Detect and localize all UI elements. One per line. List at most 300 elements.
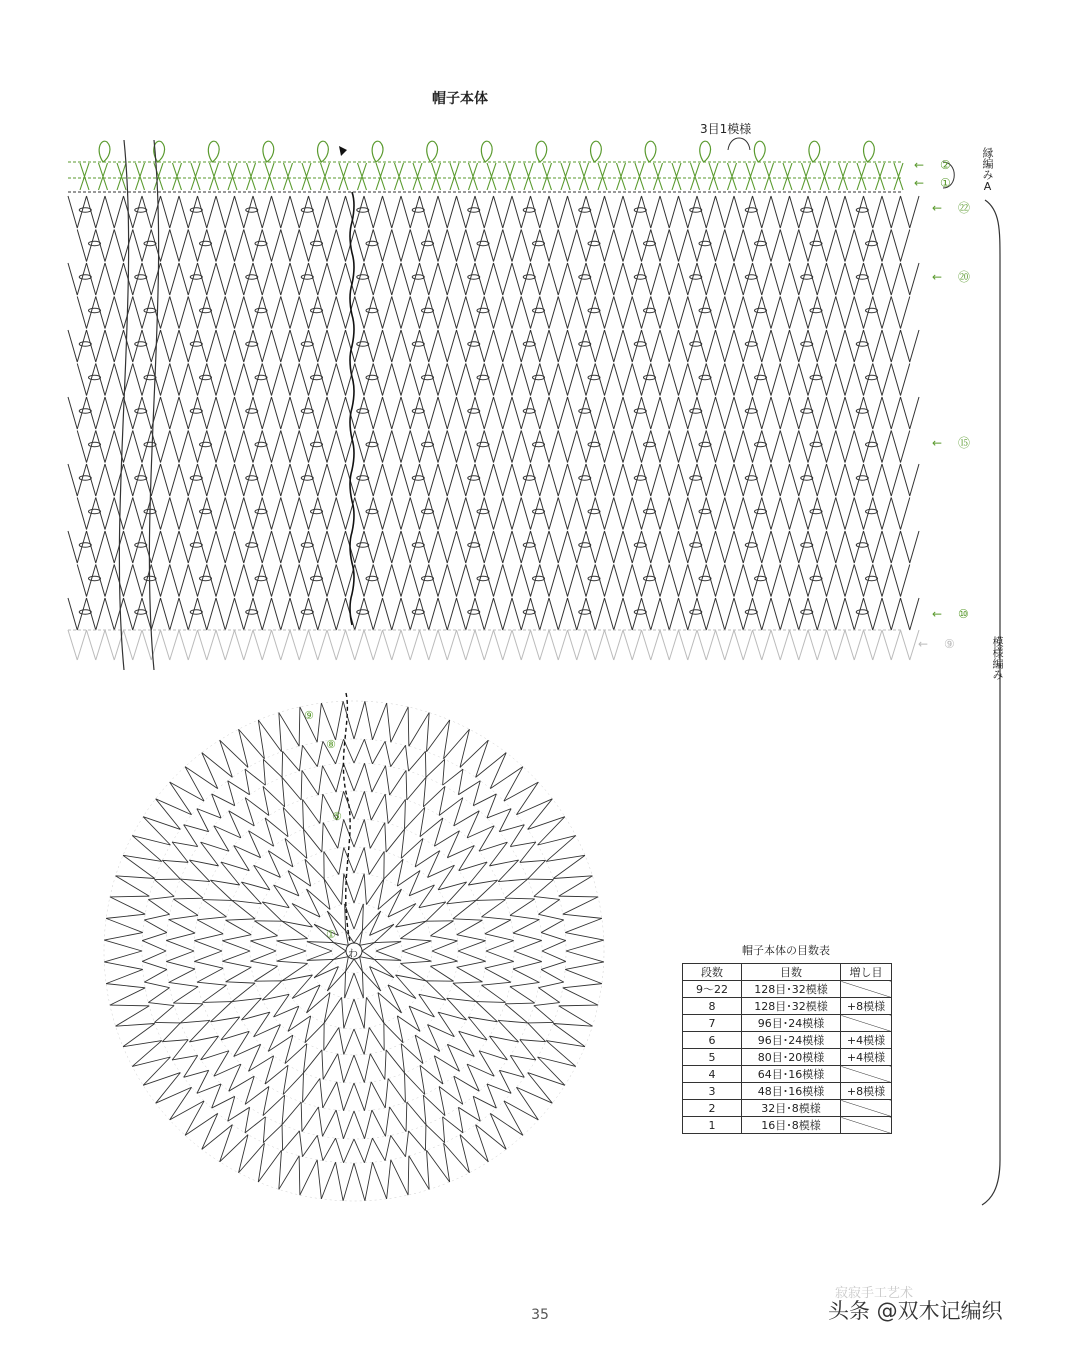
stitch-v-faded <box>161 630 180 660</box>
round-stitch-v <box>258 713 281 752</box>
stitch-v <box>383 330 402 362</box>
round-stitch-v <box>457 961 486 981</box>
chain-oval <box>866 509 878 513</box>
stitch-v <box>614 431 633 463</box>
round-stitch-v <box>563 984 602 1005</box>
stitch-v <box>392 297 411 329</box>
chain-oval <box>79 342 91 346</box>
stitch-v <box>660 531 679 563</box>
round-stitch-v <box>419 994 446 1017</box>
round-stitch-v <box>387 703 408 742</box>
border-cross-stitch <box>228 163 237 190</box>
stitch-v <box>336 230 355 262</box>
round-stitch-v <box>222 941 250 962</box>
stitch-v <box>771 464 790 496</box>
chain-oval <box>89 576 101 580</box>
stitch-v <box>558 364 577 396</box>
stitch-v-faded <box>790 630 809 660</box>
stitch-v <box>114 498 133 530</box>
round-stitch-v <box>402 941 431 961</box>
picot-leaf <box>372 141 383 162</box>
chain-oval <box>79 208 91 212</box>
chain-oval <box>79 476 91 480</box>
table-cell-inc <box>841 1100 892 1117</box>
round-stitch-v <box>202 740 233 777</box>
chain-oval <box>190 476 202 480</box>
stitch-v <box>605 196 624 228</box>
stitch-v <box>827 263 846 295</box>
stitch-v <box>161 196 180 228</box>
stitch-v <box>503 297 522 329</box>
stitch-v <box>447 498 466 530</box>
chain-oval <box>135 409 147 413</box>
stitch-v <box>216 196 235 228</box>
stitch-v <box>716 397 735 429</box>
stitch-v <box>558 431 577 463</box>
border-cross-stitch <box>450 163 459 190</box>
round-stitch-v <box>487 794 511 818</box>
chain-oval <box>246 409 258 413</box>
stitch-v <box>836 364 855 396</box>
picot-leaf <box>318 141 329 162</box>
round-stitch-v <box>123 836 162 862</box>
round-stitch-v <box>148 1003 174 1023</box>
chain-oval <box>755 576 767 580</box>
round-stitch-v <box>385 823 405 852</box>
chain-oval <box>745 275 757 279</box>
round-stitch-v <box>447 831 474 858</box>
stitch-v <box>549 531 568 563</box>
stitch-v <box>272 464 291 496</box>
round-stitch-v <box>262 885 289 908</box>
chain-oval <box>644 442 656 446</box>
stitch-v <box>605 330 624 362</box>
stitch-v-faded <box>697 630 716 660</box>
stitch-v <box>660 196 679 228</box>
chain-oval <box>801 409 813 413</box>
chain-oval <box>699 375 711 379</box>
stitch-v <box>383 263 402 295</box>
chain-oval <box>357 610 369 614</box>
round-stitch-v <box>185 1113 218 1149</box>
stitch-v <box>901 397 920 429</box>
chain-oval <box>634 275 646 279</box>
stitch-v <box>438 464 457 496</box>
stitch-v-faded <box>346 630 365 660</box>
stitch-v-faded <box>457 630 476 660</box>
stitch-v <box>170 297 189 329</box>
chain-oval <box>255 576 267 580</box>
stitch-v <box>660 464 679 496</box>
stitch-v-faded <box>235 630 254 660</box>
chain-oval <box>523 275 535 279</box>
table-cell-count: 48目･16模様 <box>742 1083 841 1100</box>
chain-oval <box>745 342 757 346</box>
stitch-v <box>827 330 846 362</box>
stitch-v <box>281 230 300 262</box>
picot-leaf <box>645 141 656 162</box>
chain-oval <box>699 509 711 513</box>
stitch-v <box>716 330 735 362</box>
picot-leaf <box>99 141 110 162</box>
chain-oval <box>745 208 757 212</box>
chain-oval <box>366 241 378 245</box>
round-stitch-v <box>408 1156 429 1195</box>
stitch-v <box>771 263 790 295</box>
stitch-v-faded <box>716 630 735 660</box>
stitch-v <box>549 397 568 429</box>
round-stitch-v <box>283 745 303 771</box>
watermark-faint: 寂寂手工艺术 <box>835 1286 914 1301</box>
chain-oval <box>810 308 822 312</box>
round-stitch-v <box>166 920 195 941</box>
chain-oval <box>477 509 489 513</box>
chain-oval <box>856 409 868 413</box>
round-stitch-v <box>173 1003 203 1023</box>
stitch-v <box>614 297 633 329</box>
round-stitch-v <box>323 763 344 792</box>
chain-oval <box>246 610 258 614</box>
picot-leaf <box>591 141 602 162</box>
stitch-v <box>882 397 901 429</box>
border-cross-stitch <box>265 163 274 190</box>
stitch-v <box>105 397 124 429</box>
round-stitch-v <box>214 811 241 838</box>
stitch-v-faded <box>105 630 124 660</box>
chain-oval <box>477 241 489 245</box>
stitch-v-faded <box>87 630 106 660</box>
border-cross-stitch <box>802 163 811 190</box>
stitch-v-faded <box>68 630 87 660</box>
round-stitch-v <box>431 921 458 941</box>
border-cross-stitch <box>136 163 145 190</box>
chain-oval <box>866 576 878 580</box>
chain-oval <box>755 375 767 379</box>
stitch-v <box>225 297 244 329</box>
round-stitch-v <box>513 920 542 941</box>
stitch-v-faded <box>586 630 605 660</box>
stitch-v <box>780 565 799 597</box>
round-stitch-v <box>520 842 546 862</box>
table-cell-inc <box>841 1066 892 1083</box>
round-label-5: ⑤ <box>332 810 342 823</box>
chain-oval <box>477 576 489 580</box>
border-cross-stitch <box>654 163 663 190</box>
stitch-v <box>660 598 679 630</box>
table-cell-count: 96目･24模様 <box>742 1015 841 1032</box>
chain-oval <box>634 543 646 547</box>
chain-oval <box>588 375 600 379</box>
round-stitch-v <box>563 897 602 918</box>
round-stitch-v <box>142 941 166 962</box>
round-stitch-v <box>110 1005 149 1026</box>
round-stitch-v <box>251 921 278 941</box>
chain-oval <box>200 375 212 379</box>
round-stitch-v <box>385 794 405 823</box>
chain-oval <box>856 275 868 279</box>
round-stitch-v <box>303 823 323 852</box>
round-stitch-v <box>123 1041 162 1067</box>
border-cross-stitch <box>173 163 182 190</box>
chain-oval <box>200 509 212 513</box>
round-stitch-v <box>226 982 255 1002</box>
round-stitch-v <box>334 957 349 972</box>
chain-oval <box>311 442 323 446</box>
picot-leaf <box>700 141 711 162</box>
round-stitch-v <box>344 1083 365 1111</box>
table-cell-inc: +8模様 <box>841 998 892 1015</box>
stitch-v <box>558 297 577 329</box>
round-stitch-v <box>388 889 416 917</box>
round-stitch-v <box>166 962 195 983</box>
chain-oval <box>468 409 480 413</box>
stitch-v <box>716 598 735 630</box>
stitch-v <box>614 565 633 597</box>
table-cell-rows: 3 <box>683 1083 742 1100</box>
table-row <box>683 998 892 1015</box>
chain-oval <box>856 208 868 212</box>
table-cell-count: 16目･8模様 <box>742 1117 841 1134</box>
border-cross-stitch <box>857 163 866 190</box>
round-stitch-v <box>482 982 511 1002</box>
chain-oval <box>255 241 267 245</box>
chain-oval <box>246 543 258 547</box>
stitch-v <box>901 196 920 228</box>
round-stitch-v <box>365 1110 386 1139</box>
stitch-v <box>161 263 180 295</box>
stitch-v-faded <box>364 630 383 660</box>
row-marker-15: ← ⑮ <box>932 436 971 450</box>
round-stitch-v <box>467 1064 494 1091</box>
chain-oval <box>533 241 545 245</box>
stitch-v <box>716 464 735 496</box>
stitch-v-faded <box>845 630 864 660</box>
round-stitch-v <box>344 874 364 903</box>
chain-oval <box>856 610 868 614</box>
chain-oval <box>690 610 702 614</box>
table-cell-inc <box>841 981 892 998</box>
stitch-v <box>272 531 291 563</box>
round-stitch-v <box>143 1073 180 1104</box>
round-stitch-v <box>409 871 434 896</box>
chain-oval <box>422 442 434 446</box>
round-stitch-v <box>343 1163 365 1201</box>
stitch-v <box>882 464 901 496</box>
picot-leaf <box>864 141 875 162</box>
chain-oval <box>89 241 101 245</box>
round-stitch-v <box>344 1139 365 1163</box>
stitch-v <box>105 531 124 563</box>
round-stitch-v <box>538 982 563 1002</box>
border-cross-stitch <box>284 163 293 190</box>
stitch-v <box>660 397 679 429</box>
round-stitch-v <box>546 836 585 862</box>
round-stitch-v <box>314 967 338 991</box>
stitch-v <box>438 330 457 362</box>
stitch-v <box>725 364 744 396</box>
stitch-v <box>836 565 855 597</box>
round-stitch-v <box>504 1101 538 1135</box>
round-stitch-v <box>510 899 539 920</box>
chain-oval <box>523 208 535 212</box>
border-cross-stitch <box>709 163 718 190</box>
table-row <box>683 1015 892 1032</box>
stitch-v <box>392 230 411 262</box>
chain-oval <box>255 308 267 312</box>
stitch-v-faded <box>438 630 457 660</box>
round-stitch-v <box>302 766 323 795</box>
stitch-v <box>216 531 235 563</box>
round-stitch-v <box>505 879 535 899</box>
table-cell-inc: +4模様 <box>841 1049 892 1066</box>
chain-oval <box>745 476 757 480</box>
round-stitch-v <box>457 920 486 940</box>
row-marker-9: ← ⑨ <box>918 637 955 651</box>
stitch-v <box>614 230 633 262</box>
round-stitch-v <box>344 739 365 763</box>
stitch-v <box>558 498 577 530</box>
chain-oval <box>366 442 378 446</box>
chain-oval <box>200 308 212 312</box>
stitch-v <box>827 397 846 429</box>
stitch-v <box>392 498 411 530</box>
stitch-table-title: 帽子本体の目数表 <box>742 944 830 957</box>
stitch-v <box>447 297 466 329</box>
round-stitch-v <box>323 1082 344 1111</box>
chain-oval <box>255 375 267 379</box>
chain-oval <box>810 442 822 446</box>
chain-oval <box>644 509 656 513</box>
round-stitch-v <box>323 819 343 848</box>
round-stitch-v <box>385 1107 406 1136</box>
stitch-v <box>105 330 124 362</box>
border-cross-stitch <box>894 163 903 190</box>
chain-oval <box>144 375 156 379</box>
stitch-v-faded <box>253 630 272 660</box>
stitch-v <box>392 431 411 463</box>
chain-oval <box>357 543 369 547</box>
stitch-v <box>161 330 180 362</box>
stitch-v <box>327 196 346 228</box>
stitch-v-faded <box>475 630 494 660</box>
chain-oval <box>246 275 258 279</box>
picot-leaf <box>536 141 547 162</box>
border-cross-stitch <box>154 163 163 190</box>
chain-oval <box>866 375 878 379</box>
chain-oval <box>699 308 711 312</box>
round-stitch-v <box>300 1160 321 1199</box>
picot-leaf <box>754 141 765 162</box>
round-stitch-v <box>447 882 476 904</box>
border-cross-stitch <box>635 163 644 190</box>
chain-oval <box>801 476 813 480</box>
round-stitch-v <box>302 1107 323 1136</box>
round-stitch-v <box>406 1102 426 1132</box>
chain-oval <box>412 208 424 212</box>
round-stitch-v <box>226 900 255 920</box>
round-stitch-v <box>142 920 167 941</box>
page-title: 帽子本体 <box>432 91 488 107</box>
round-stitch-v <box>447 1044 474 1071</box>
stitch-v <box>225 498 244 530</box>
round-stitch-v <box>251 961 278 981</box>
table-cell-inc <box>841 1117 892 1134</box>
table-cell-count: 64目･16模様 <box>742 1066 841 1083</box>
chain-oval <box>699 576 711 580</box>
round-stitch-v <box>364 1138 385 1163</box>
border-cross-stitch <box>358 163 367 190</box>
stitch-v <box>669 565 688 597</box>
border-cross-stitch <box>691 163 700 190</box>
chain-oval <box>634 409 646 413</box>
round-stitch-v <box>143 799 180 830</box>
stitch-v <box>161 397 180 429</box>
round-stitch-v <box>277 961 308 981</box>
chain-oval <box>810 576 822 580</box>
stitch-v <box>901 464 920 496</box>
border-cross-stitch <box>413 163 422 190</box>
stitch-v-faded <box>660 630 679 660</box>
round-stitch-v <box>282 770 302 800</box>
chain-oval <box>801 342 813 346</box>
chain-oval <box>79 409 91 413</box>
stitch-v <box>494 531 513 563</box>
round-stitch-v <box>387 1160 408 1199</box>
round-stitch-v <box>400 961 431 981</box>
stitch-v-faded <box>272 630 291 660</box>
chain-oval <box>301 610 313 614</box>
stitch-v <box>549 330 568 362</box>
border-a-label: 縁編みA <box>981 147 994 193</box>
chain-oval <box>699 241 711 245</box>
round-stitch-v <box>285 829 307 858</box>
stitch-v <box>216 598 235 630</box>
chain-oval <box>422 375 434 379</box>
round-stitch-v <box>104 962 143 984</box>
round-stitch-v <box>513 962 542 983</box>
stitch-v <box>161 464 180 496</box>
round-stitch-v <box>345 973 364 998</box>
round-stitch-v <box>364 791 385 820</box>
stitch-v <box>660 263 679 295</box>
stitch-v <box>438 263 457 295</box>
chain-oval <box>144 308 156 312</box>
header-rows: 段数 <box>683 964 742 981</box>
chain-oval <box>801 208 813 212</box>
stitch-v-faded <box>882 630 901 660</box>
round-stitch-v <box>142 961 167 982</box>
chain-oval <box>579 342 591 346</box>
round-stitch-v <box>364 739 385 764</box>
chain-oval <box>801 543 813 547</box>
chain-oval <box>745 543 757 547</box>
round-stitch-v <box>232 882 261 904</box>
round-stitch-v <box>428 1025 455 1052</box>
stitch-v <box>438 397 457 429</box>
round-stitch-v <box>364 848 384 875</box>
chain-oval <box>690 342 702 346</box>
chain-oval <box>468 610 480 614</box>
border-cross-stitch <box>191 163 200 190</box>
chain-oval <box>801 610 813 614</box>
chain-oval <box>422 509 434 513</box>
stitch-v <box>383 196 402 228</box>
chain-oval <box>135 610 147 614</box>
stitch-v-faded <box>771 630 790 660</box>
stitch-v <box>725 431 744 463</box>
chain-oval <box>523 543 535 547</box>
table-cell-count: 32目･8模様 <box>742 1100 841 1117</box>
